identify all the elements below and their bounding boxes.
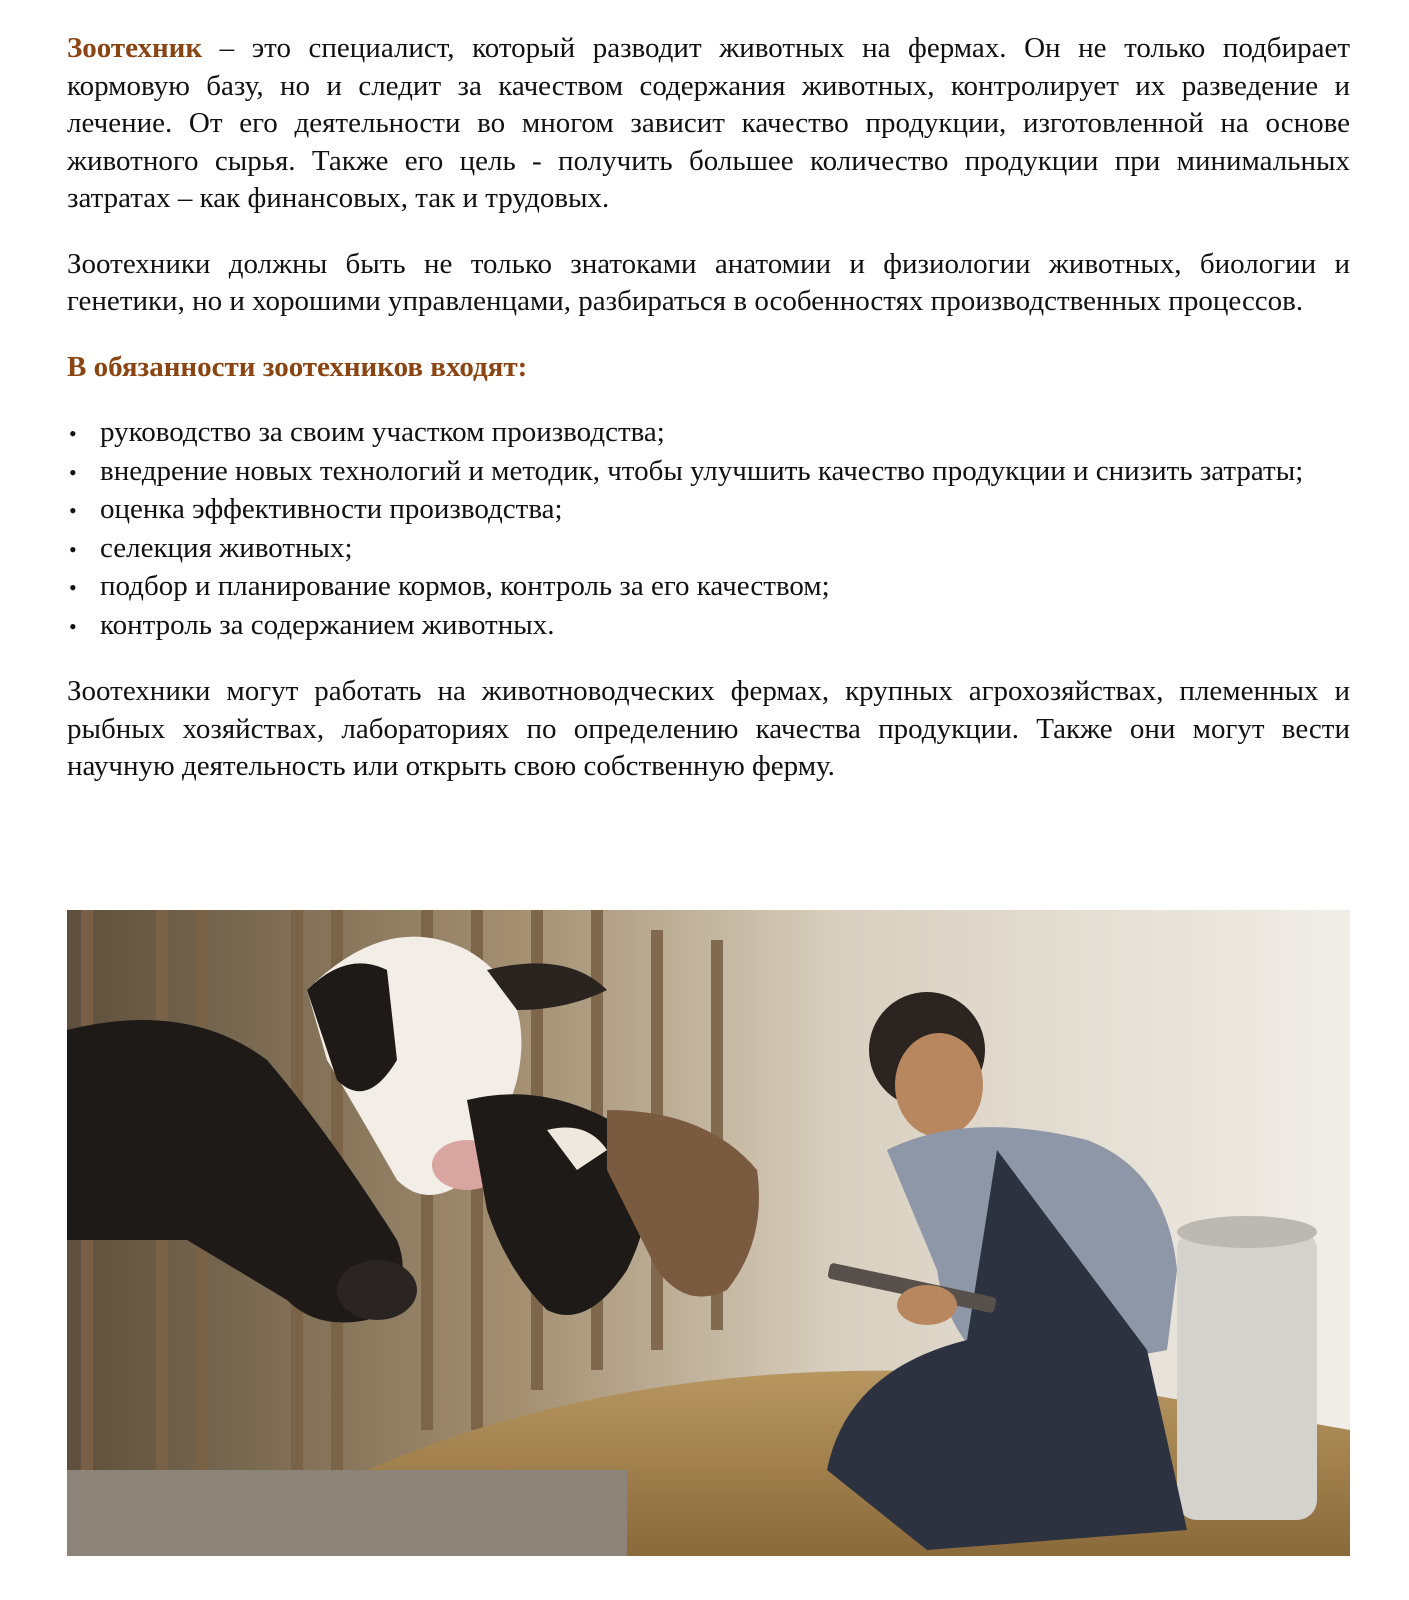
bullet-icon xyxy=(67,530,100,569)
bullet-icon xyxy=(67,453,100,492)
bullet-icon xyxy=(67,607,100,646)
document-page xyxy=(67,30,1350,814)
duty-item: •селекция животных; xyxy=(67,530,1350,569)
duty-item: •внедрение новых технологий и методик, чтобы улучшить качество продукции и снизить затраты; xyxy=(67,453,1350,492)
workplaces-paragraph: Зоотехники могут работать на животноводческих фермах, крупных агрохозяйствах, племенных и рыбных хозяйствах, лабораториях по определению качества продукции. Также они могут вести научную деятельность или открыть свою собственную ферму. xyxy=(67,675,1350,782)
bullet-icon xyxy=(67,491,100,530)
intro-paragraph xyxy=(67,30,1350,218)
duty-item: •руководство за своим участком производства; xyxy=(67,414,1350,453)
bullet-icon xyxy=(67,414,100,453)
duties-list xyxy=(67,414,1350,645)
skills-paragraph: Зоотехники должны быть не только знатоками анатомии и физиологии животных, биологии и генетики, но и хорошими управленцами, разбираться в особенностях производственных процессов. xyxy=(67,247,1350,317)
farm-photo-illustration xyxy=(67,910,1350,1556)
farm-photo xyxy=(67,910,1350,1556)
bullet-icon xyxy=(67,568,100,607)
duty-item: •оценка эффективности производства; xyxy=(67,491,1350,530)
term-zootechnician: Зоотехник xyxy=(67,32,203,64)
intro-text: – это специалист, который разводит животных на фермах. Он не только подбирает кормовую базу, но и следит за качеством содержания животных, контролирует их разведение и лечение. От его деятельности во многом зависит качество продукции, изготовленной на основе животного сырья. Также его цель - получить большее количество продукции при минимальных затратах – как финансовых, так и трудовых. xyxy=(67,32,1350,214)
duties-heading: В обязанности зоотехников входят: xyxy=(67,350,528,383)
duty-item: •контроль за содержанием животных. xyxy=(67,607,1350,646)
duty-item: •подбор и планирование кормов, контроль за его качеством; xyxy=(67,568,1350,607)
